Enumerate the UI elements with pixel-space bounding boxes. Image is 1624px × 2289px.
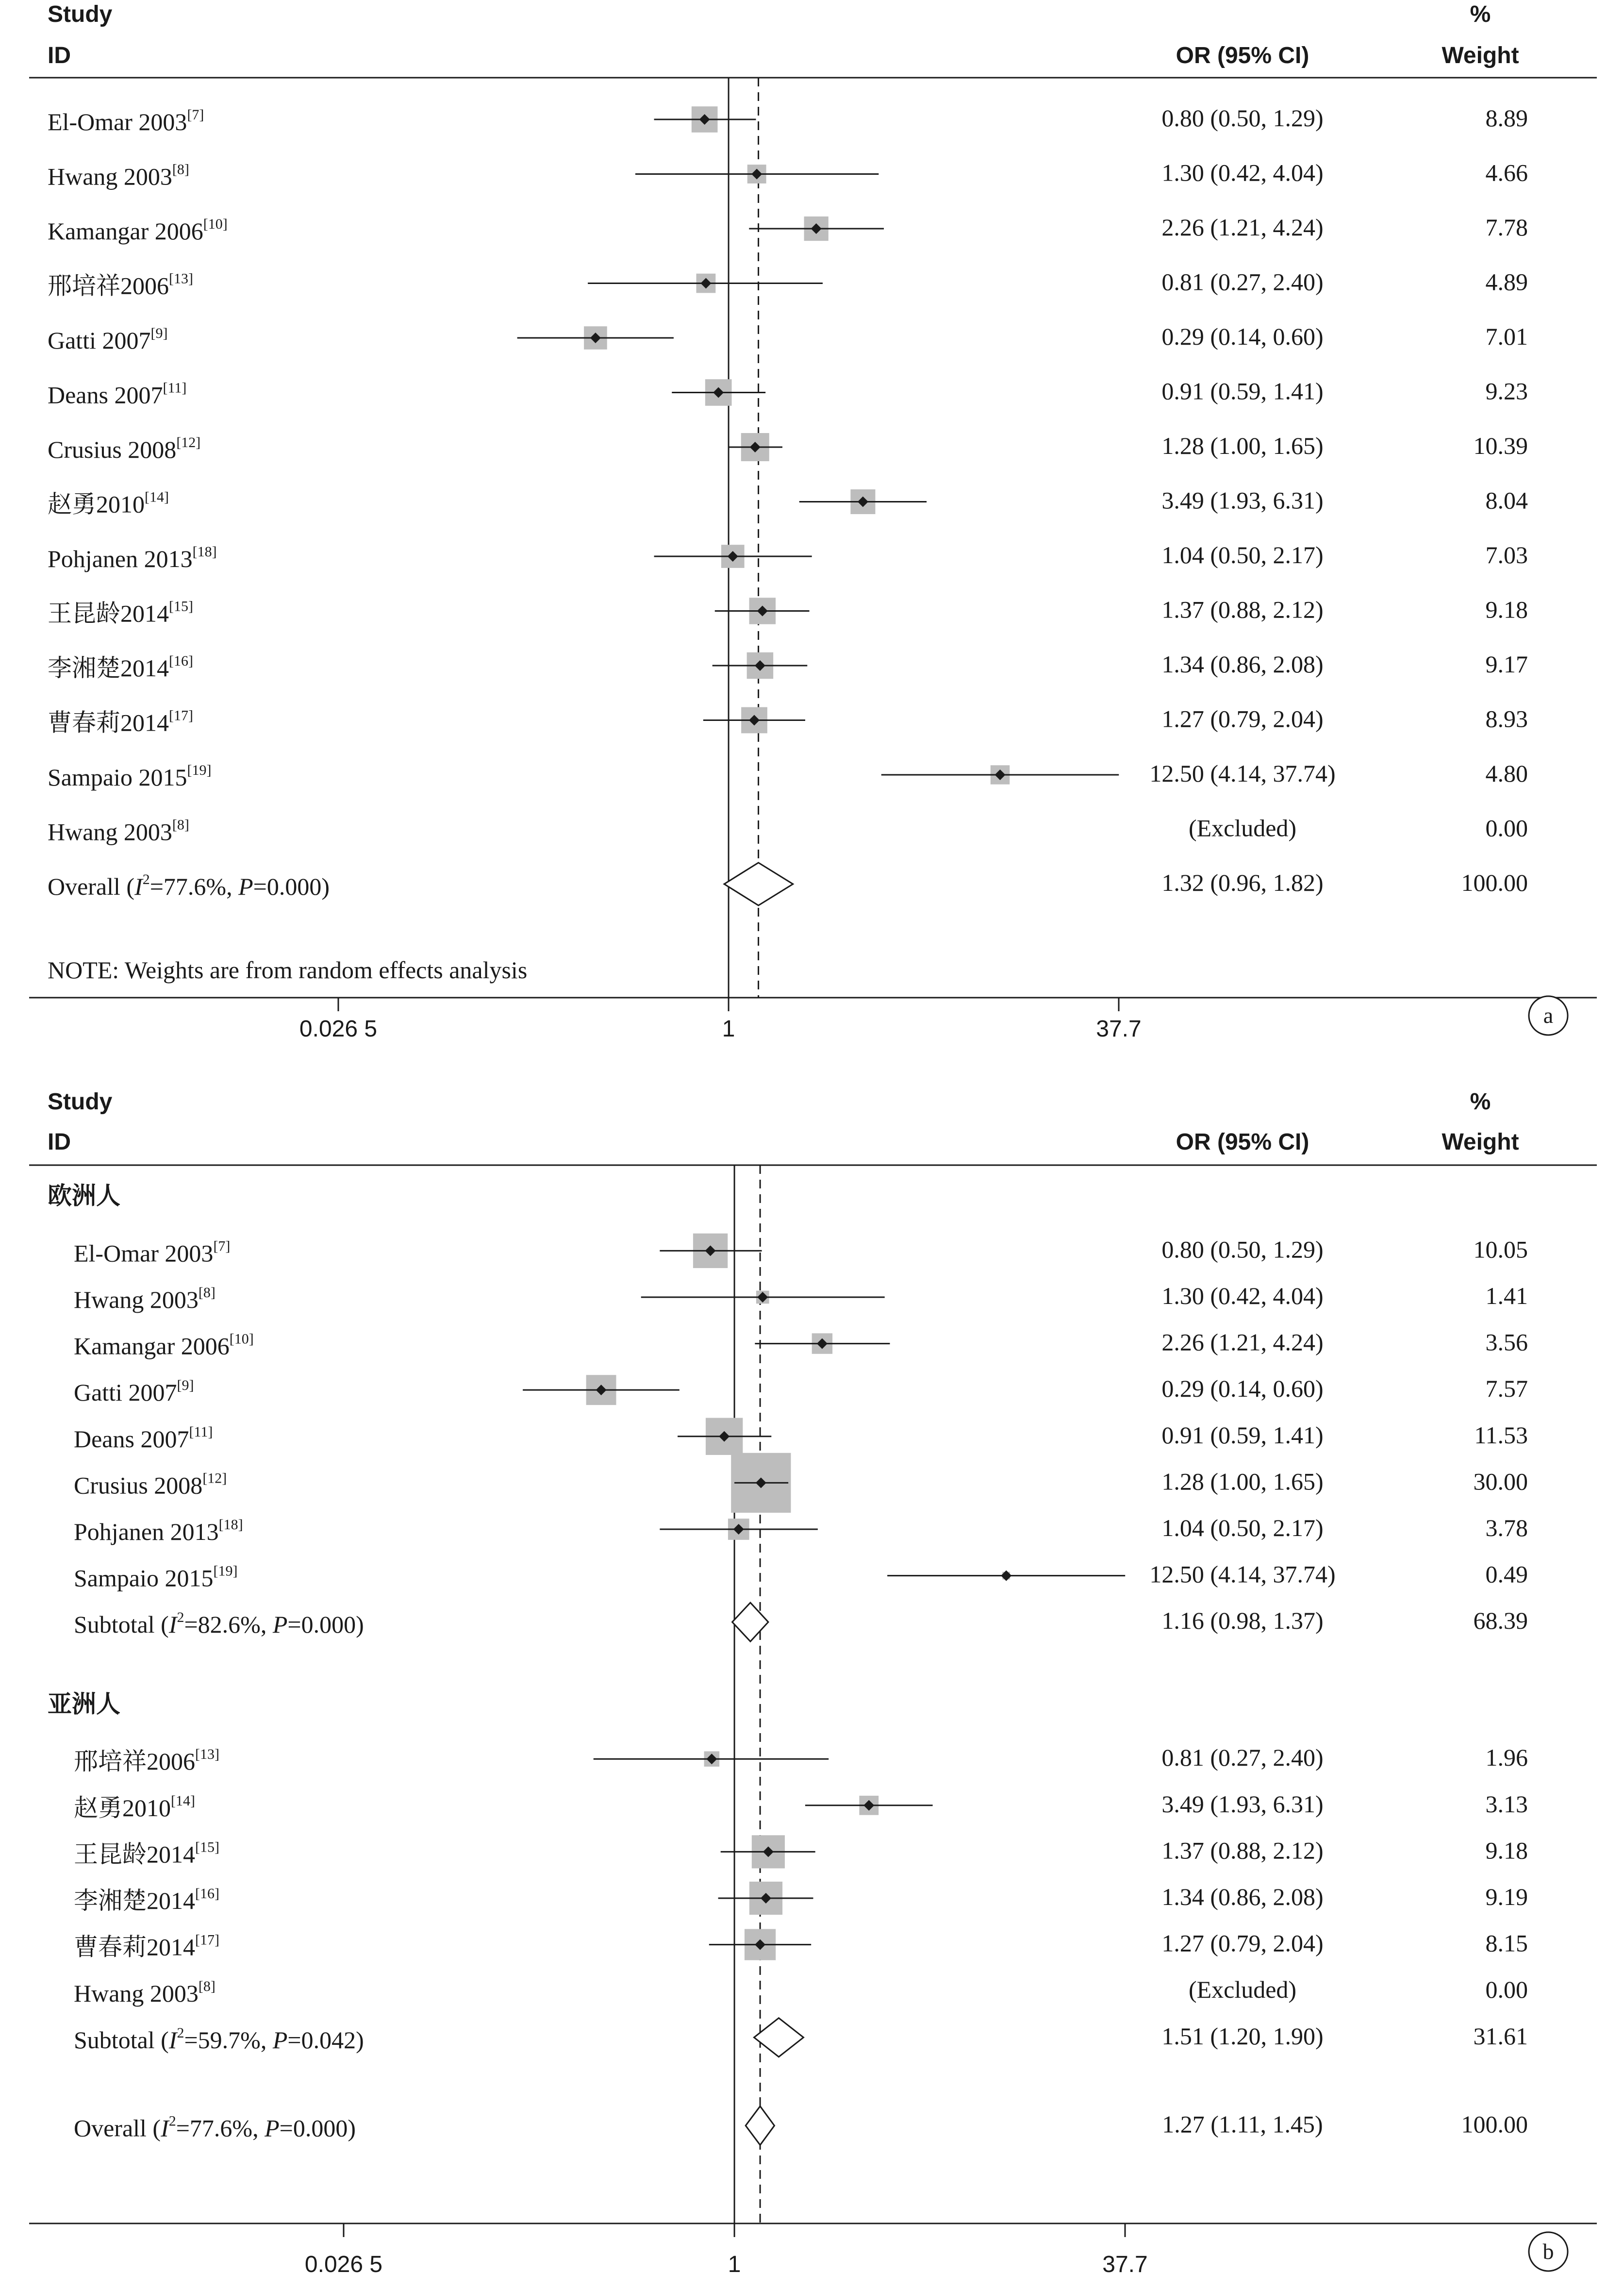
citation-ref: [14] (171, 1792, 195, 1809)
citation-ref: [15] (169, 598, 193, 615)
forest-row-study (48, 104, 1528, 135)
forest-row-overall (74, 2106, 1528, 2145)
header-weight: Weight (1442, 43, 1519, 68)
or-ci-value: 1.34 (0.86, 2.08) (1161, 651, 1324, 678)
forest-row-study (48, 596, 1528, 627)
forest-row-study (74, 1234, 1528, 1268)
forest-row-study (48, 541, 1528, 572)
citation-ref: [18] (218, 1516, 243, 1533)
or-ci-value: 0.91 (0.59, 1.41) (1161, 377, 1324, 405)
or-ci-value: 0.81 (0.27, 2.40) (1161, 1744, 1324, 1771)
weight-value: 8.15 (1485, 1929, 1528, 1957)
weight-value: 11.53 (1474, 1421, 1528, 1449)
forest-row-study (48, 432, 1528, 463)
or-ci-value: 1.27 (1.11, 1.45) (1162, 2110, 1323, 2138)
study-name: 赵勇2010 (48, 490, 145, 518)
citation-ref: [10] (229, 1331, 254, 1347)
study-name: Hwang 2003 (74, 1980, 199, 2007)
or-ci-value: 2.26 (1.21, 4.24) (1161, 1328, 1324, 1356)
or-ci-value: 0.29 (0.14, 0.60) (1161, 323, 1324, 350)
forest-row-study (48, 323, 1528, 354)
citation-ref: [17] (195, 1932, 219, 1948)
study-label (74, 1563, 237, 1592)
pooled-diamond (724, 863, 793, 905)
citation-ref: [16] (195, 1886, 219, 1902)
weight-value: 0.00 (1485, 1976, 1528, 2004)
or-ci-value: 1.30 (0.42, 4.04) (1161, 1282, 1324, 1309)
label-part: I (134, 873, 143, 900)
study-name: 王昆龄2014 (48, 600, 169, 627)
study-label (74, 1746, 219, 1775)
study-label (74, 1377, 194, 1406)
or-ci-value: 1.28 (1.00, 1.65) (1161, 432, 1324, 459)
study-label (48, 653, 193, 682)
citation-ref: [11] (163, 380, 187, 396)
study-label (48, 216, 228, 245)
forest-row-study (48, 487, 1528, 518)
or-ci-value: 1.34 (0.86, 2.08) (1161, 1883, 1324, 1910)
forest-row-study (74, 1453, 1528, 1513)
study-label (48, 434, 200, 463)
or-ci-value: 0.80 (0.50, 1.29) (1161, 104, 1324, 132)
forest-row-study (74, 1929, 1528, 1960)
subtotal-label (74, 2025, 364, 2054)
or-ci-value: 0.29 (0.14, 0.60) (1161, 1375, 1324, 1403)
label-part: P (272, 1611, 288, 1638)
study-name: Hwang 2003 (74, 1286, 199, 1313)
forest-row-study (48, 268, 1528, 300)
header-weight: Weight (1442, 1129, 1519, 1155)
or-ci-value: 1.30 (0.42, 4.04) (1161, 159, 1324, 186)
weight-value: 4.89 (1485, 268, 1528, 296)
subgroup-label: 亚洲人 (48, 1689, 120, 1718)
or-ci-value: 1.32 (0.96, 1.82) (1161, 869, 1324, 896)
weight-value: 7.01 (1485, 323, 1528, 350)
weight-value: 100.00 (1461, 2110, 1528, 2138)
weight-value: 10.39 (1473, 432, 1528, 459)
or-ci-value: (Excluded) (1188, 1976, 1297, 2004)
or-ci-value: 2.26 (1.21, 4.24) (1161, 214, 1324, 241)
citation-ref: [17] (169, 707, 193, 724)
or-ci-value: 3.49 (1.93, 6.31) (1161, 486, 1324, 514)
header-study: Study (48, 1089, 113, 1115)
citation-ref: [9] (150, 325, 168, 341)
study-label (74, 1886, 219, 1914)
weight-value: 9.19 (1485, 1883, 1528, 1910)
label-part: P (272, 2026, 288, 2054)
forest-row-study (74, 1282, 1528, 1313)
study-name: El-Omar 2003 (74, 1239, 214, 1267)
pooled-diamond (732, 1603, 768, 1641)
or-ci-value: 1.04 (0.50, 2.17) (1161, 1514, 1324, 1541)
study-name: Sampaio 2015 (48, 764, 187, 791)
or-ci-value: 1.28 (1.00, 1.65) (1161, 1468, 1324, 1495)
citation-ref: [15] (195, 1839, 219, 1855)
citation-ref: [12] (176, 434, 201, 451)
study-label (48, 271, 193, 300)
forest-row-overall (48, 863, 1528, 905)
study-label (74, 1331, 254, 1360)
citation-ref: [12] (202, 1470, 227, 1487)
panel-tag-label: a (1543, 1003, 1554, 1028)
study-label (48, 325, 167, 354)
or-ci-value: 1.37 (0.88, 2.12) (1161, 1837, 1324, 1864)
citation-ref: [19] (187, 762, 212, 778)
label-part: I (161, 2114, 169, 2142)
forest-row-study (74, 1375, 1528, 1406)
study-name: Pohjanen 2013 (74, 1518, 219, 1545)
study-label (48, 380, 186, 409)
study-name: 赵勇2010 (74, 1794, 171, 1821)
citation-ref: [14] (145, 489, 169, 505)
or-ci-value: 0.91 (0.59, 1.41) (1161, 1421, 1324, 1449)
study-name: Hwang 2003 (48, 163, 172, 190)
header-or-ci: OR (95% CI) (1176, 43, 1309, 68)
overall-label (48, 871, 330, 900)
citation-ref: [10] (203, 216, 228, 232)
weight-value: 9.18 (1485, 1837, 1528, 1864)
label-part: 2 (177, 1609, 184, 1626)
or-ci-value: 12.50 (4.14, 37.74) (1149, 760, 1336, 787)
study-name: Crusius 2008 (74, 1471, 203, 1499)
citation-ref: [19] (213, 1563, 238, 1579)
forest-row-study (48, 378, 1528, 409)
study-name: 邢培祥2006 (74, 1748, 195, 1775)
citation-ref: [18] (192, 544, 217, 560)
weight-value: 8.04 (1485, 486, 1528, 514)
citation-ref: [13] (169, 270, 193, 287)
weight-value: 8.89 (1485, 104, 1528, 132)
study-label (74, 1285, 215, 1313)
citation-ref: [16] (169, 653, 193, 669)
label-part: =0.042) (287, 2026, 364, 2054)
weight-value: 4.80 (1485, 760, 1528, 787)
panel-tag-label: b (1542, 2239, 1554, 2264)
or-ci-value: 1.51 (1.20, 1.90) (1161, 2022, 1324, 2050)
label-part: I (168, 1611, 177, 1638)
study-name: Deans 2007 (74, 1425, 189, 1453)
study-name: Deans 2007 (48, 381, 163, 409)
or-ci-value: 12.50 (4.14, 37.74) (1149, 1560, 1336, 1588)
or-ci-value: 0.81 (0.27, 2.40) (1161, 268, 1324, 296)
forest-row-excluded (48, 815, 1528, 846)
or-ci-value: 1.27 (0.79, 2.04) (1161, 705, 1324, 733)
weight-value: 10.05 (1473, 1236, 1528, 1263)
label-part: =0.000) (253, 873, 330, 900)
study-label (74, 1517, 243, 1545)
study-name: 李湘楚2014 (48, 654, 169, 682)
citation-ref: [11] (189, 1423, 213, 1440)
forest-row-study (74, 1514, 1528, 1545)
study-label (74, 1470, 227, 1499)
forest-row-study (74, 1561, 1528, 1592)
weight-value: 4.66 (1485, 159, 1528, 186)
analysis-note: NOTE: Weights are from random effects analysis (48, 956, 528, 984)
forest-row-study (48, 651, 1528, 682)
x-axis-tick-label: 0.026 5 (299, 1016, 378, 1042)
forest-row-subtotal (74, 2018, 1528, 2057)
label-part: =59.7%, (184, 2026, 273, 2054)
weight-value: 1.41 (1485, 1282, 1528, 1309)
study-name: 邢培祥2006 (48, 272, 169, 300)
subgroup-label: 欧洲人 (48, 1182, 120, 1210)
weight-value: 7.78 (1485, 214, 1528, 241)
weight-value: 7.03 (1485, 541, 1528, 568)
label-part: Overall ( (48, 873, 135, 900)
forest-row-study (48, 760, 1528, 791)
citation-ref: [7] (187, 107, 204, 123)
study-label (74, 1238, 230, 1267)
label-part: 2 (168, 2113, 176, 2129)
forest-row-excluded (74, 1976, 1528, 2007)
weight-value: 7.57 (1485, 1375, 1528, 1403)
x-axis-tick-label: 1 (722, 1016, 735, 1042)
weight-value: 0.49 (1485, 1560, 1528, 1588)
overall-label (74, 2113, 356, 2141)
study-label (74, 1424, 213, 1453)
citation-ref: [8] (198, 1284, 215, 1301)
weight-value: 3.13 (1485, 1790, 1528, 1818)
study-name: Kamangar 2006 (48, 217, 203, 245)
forest-row-study (74, 1790, 1528, 1821)
pooled-diamond (754, 2018, 804, 2057)
header-percent: % (1470, 1, 1491, 27)
header-percent: % (1470, 1089, 1491, 1115)
study-label (48, 708, 193, 736)
label-part: =0.000) (287, 1611, 364, 1638)
citation-ref: [8] (172, 161, 189, 178)
x-axis-tick-label: 37.7 (1102, 2252, 1148, 2277)
header-or-ci: OR (95% CI) (1176, 1129, 1309, 1155)
or-ci-value: 1.27 (0.79, 2.04) (1161, 1929, 1324, 1957)
label-part: 2 (177, 2024, 184, 2041)
weight-value: 9.18 (1485, 596, 1528, 623)
study-label (48, 162, 189, 190)
forest-row-subtotal (74, 1603, 1528, 1641)
or-ci-value: 1.04 (0.50, 2.17) (1161, 541, 1324, 568)
weight-value: 30.00 (1473, 1468, 1528, 1495)
forest-row-study (74, 1882, 1528, 1915)
study-name: Hwang 2003 (48, 818, 172, 846)
study-name: El-Omar 2003 (48, 108, 187, 135)
forest-row-study (48, 159, 1528, 190)
study-name: Kamangar 2006 (74, 1332, 230, 1360)
or-ci-value: (Excluded) (1188, 814, 1297, 842)
study-label (48, 817, 189, 846)
study-label (74, 1793, 195, 1821)
citation-ref: [8] (172, 817, 189, 833)
study-label (48, 762, 211, 791)
forest-row-study (74, 1744, 1528, 1775)
or-ci-value: 1.37 (0.88, 2.12) (1161, 596, 1324, 623)
header-id: ID (48, 43, 71, 68)
study-label (48, 107, 204, 135)
label-part: Subtotal ( (74, 1611, 169, 1638)
forest-row-group (48, 1182, 120, 1210)
forest-panel-a (29, 1, 1597, 1042)
label-part: P (265, 2114, 280, 2142)
weight-value: 9.23 (1485, 377, 1528, 405)
forest-row-group (48, 1690, 120, 1718)
weight-value: 9.17 (1485, 651, 1528, 678)
citation-ref: [9] (177, 1377, 194, 1394)
weight-value: 8.93 (1485, 705, 1528, 733)
study-name: 王昆龄2014 (74, 1840, 195, 1868)
study-label (74, 1839, 219, 1868)
x-axis-tick-label: 1 (728, 2252, 741, 2277)
label-part: =77.6%, (149, 873, 239, 900)
study-name: Sampaio 2015 (74, 1564, 214, 1592)
forest-row-study (74, 1418, 1528, 1455)
label-part: 2 (142, 871, 150, 887)
citation-ref: [13] (195, 1746, 219, 1763)
label-part: Subtotal ( (74, 2026, 169, 2054)
label-part: =82.6%, (184, 1611, 273, 1638)
study-name: Pohjanen 2013 (48, 545, 193, 572)
weight-value: 68.39 (1473, 1607, 1528, 1635)
header-study: Study (48, 1, 113, 27)
or-ci-value: 0.80 (0.50, 1.29) (1161, 1236, 1324, 1263)
x-axis-tick-label: 37.7 (1096, 1016, 1142, 1042)
study-name: Gatti 2007 (48, 327, 151, 354)
x-axis-tick-label: 0.026 5 (304, 2252, 383, 2277)
label-part: =77.6%, (176, 2114, 265, 2142)
label-part: I (168, 2026, 177, 2054)
forest-row-study (48, 705, 1528, 736)
weight-value: 0.00 (1485, 814, 1528, 842)
or-ci-value: 3.49 (1.93, 6.31) (1161, 1790, 1324, 1818)
study-label (48, 599, 193, 627)
weight-value: 3.56 (1485, 1328, 1528, 1356)
forest-row-study (74, 1835, 1528, 1868)
citation-ref: [7] (213, 1238, 231, 1254)
weight-value: 1.96 (1485, 1744, 1528, 1771)
header-id: ID (48, 1129, 71, 1155)
label-part: P (238, 873, 253, 900)
study-name: 李湘楚2014 (74, 1887, 195, 1914)
study-name: 曹春莉2014 (74, 1933, 195, 1961)
forest-panel-b (29, 1089, 1597, 2277)
subtotal-label (74, 1609, 364, 1638)
weight-value: 31.61 (1473, 2022, 1528, 2050)
study-name: Gatti 2007 (74, 1379, 177, 1406)
pooled-diamond (746, 2106, 774, 2145)
study-label (48, 489, 169, 518)
weight-value: 100.00 (1461, 869, 1528, 896)
citation-ref: [8] (198, 1978, 215, 1995)
weight-value: 3.78 (1485, 1514, 1528, 1541)
label-part: Overall ( (74, 2114, 161, 2142)
forest-row-study (48, 214, 1528, 245)
study-label (48, 544, 217, 572)
study-label (74, 1978, 215, 2007)
label-part: =0.000) (279, 2114, 356, 2142)
study-name: Crusius 2008 (48, 436, 177, 463)
study-label (74, 1932, 219, 1961)
or-ci-value: 1.16 (0.98, 1.37) (1161, 1607, 1324, 1635)
study-name: 曹春莉2014 (48, 709, 169, 736)
forest-row-study (74, 1329, 1528, 1360)
